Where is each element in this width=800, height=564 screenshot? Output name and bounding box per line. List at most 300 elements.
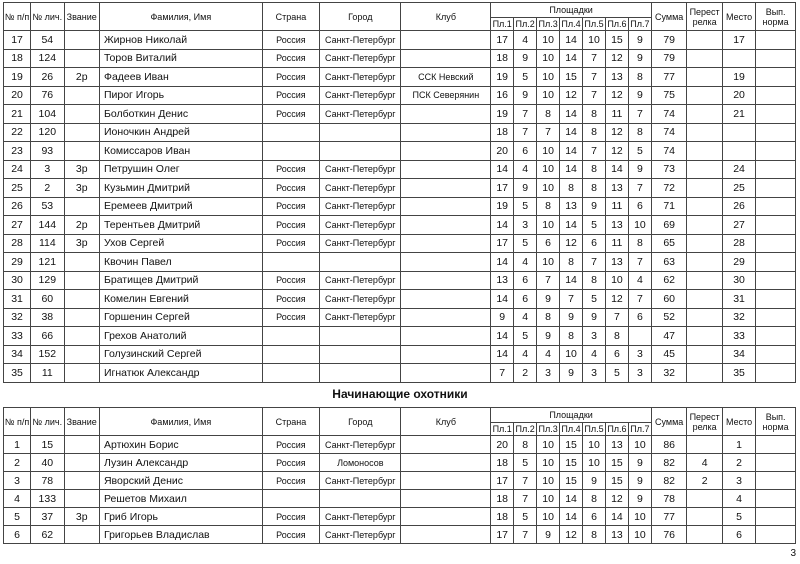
cell-pl-3: 10	[537, 49, 560, 68]
cell-pl-4: 14	[560, 105, 583, 124]
cell-pl-3: 8	[537, 105, 560, 124]
cell-city: Санкт-Петербург	[320, 49, 401, 68]
cell-name: Братищев Дмитрий	[99, 271, 262, 290]
cell-norm	[756, 179, 796, 198]
cell-city: Санкт-Петербург	[320, 526, 401, 544]
cell-pl-5: 7	[583, 86, 606, 105]
cell-num: 29	[4, 253, 31, 272]
cell-rank	[64, 526, 99, 544]
cell-club	[401, 345, 491, 364]
table-row	[4, 105, 796, 124]
cell-pl-1: 17	[491, 234, 514, 253]
cell-pl-4: 8	[560, 179, 583, 198]
cell-sum: 82	[651, 472, 686, 490]
cell-pl-1: 20	[491, 142, 514, 161]
header-place: Место	[722, 3, 755, 31]
header-sum: Сумма	[651, 3, 686, 31]
cell-name: Комелин Евгений	[99, 290, 262, 309]
cell-name: Жирнов Николай	[99, 31, 262, 50]
table-row	[4, 490, 796, 508]
cell-country	[262, 142, 319, 161]
cell-num: 19	[4, 68, 31, 87]
cell-shootoff: 2	[687, 472, 722, 490]
cell-pl-7: 8	[628, 234, 651, 253]
table-row	[4, 290, 796, 309]
cell-license: 76	[31, 86, 64, 105]
cell-place: 5	[722, 508, 755, 526]
cell-pl-2: 9	[514, 86, 537, 105]
header-rank: Звание	[64, 3, 99, 31]
cell-name: Горшенин Сергей	[99, 308, 262, 327]
cell-pl-6: 13	[605, 253, 628, 272]
cell-place: 1	[722, 436, 755, 454]
cell-pl-3: 4	[537, 345, 560, 364]
header-pl-2: Пл.2	[515, 19, 535, 29]
cell-city: Санкт-Петербург	[320, 271, 401, 290]
cell-pl-4: 14	[560, 490, 583, 508]
table-row	[4, 327, 796, 346]
cell-pl-2: 4	[514, 253, 537, 272]
cell-city: Санкт-Петербург	[320, 436, 401, 454]
cell-pl-3: 10	[537, 142, 560, 161]
cell-sum: 62	[651, 271, 686, 290]
cell-club	[401, 197, 491, 216]
cell-pl-3: 7	[537, 271, 560, 290]
cell-pl-1: 17	[491, 526, 514, 544]
cell-pl-1: 14	[491, 290, 514, 309]
cell-num: 4	[4, 490, 31, 508]
header-name: Фамилия, Имя	[99, 408, 262, 436]
header-num: № п/п	[4, 3, 31, 31]
cell-pl-6: 11	[605, 234, 628, 253]
table-row	[4, 253, 796, 272]
cell-sum: 60	[651, 290, 686, 309]
cell-city: Санкт-Петербург	[320, 197, 401, 216]
cell-country: Россия	[262, 308, 319, 327]
cell-pl-3: 10	[537, 31, 560, 50]
cell-rank	[64, 454, 99, 472]
cell-pl-3: 10	[537, 436, 560, 454]
cell-pl-7: 6	[628, 308, 651, 327]
cell-num: 35	[4, 364, 31, 383]
cell-rank: 2р	[64, 68, 99, 87]
cell-place	[722, 49, 755, 68]
cell-pl-6: 13	[605, 179, 628, 198]
cell-norm	[756, 216, 796, 235]
cell-pl-6: 12	[605, 123, 628, 142]
cell-pl-4: 13	[560, 197, 583, 216]
cell-norm	[756, 160, 796, 179]
cell-rank: 3р	[64, 508, 99, 526]
header-pl-1: Пл.1	[492, 19, 512, 29]
cell-rank	[64, 436, 99, 454]
cell-rank	[64, 123, 99, 142]
cell-pl-1: 20	[491, 436, 514, 454]
cell-shootoff	[687, 234, 722, 253]
cell-pl-7: 10	[628, 436, 651, 454]
cell-place: 27	[722, 216, 755, 235]
cell-pl-5: 7	[583, 49, 606, 68]
table-row	[4, 472, 796, 490]
cell-license: 152	[31, 345, 64, 364]
cell-pl-4: 15	[560, 436, 583, 454]
cell-name: Яворский Денис	[99, 472, 262, 490]
cell-pl-7: 8	[628, 123, 651, 142]
cell-license: 3	[31, 160, 64, 179]
cell-country: Россия	[262, 216, 319, 235]
cell-city	[320, 142, 401, 161]
cell-place: 20	[722, 86, 755, 105]
cell-pl-6: 13	[605, 216, 628, 235]
cell-club	[401, 160, 491, 179]
cell-rank	[64, 345, 99, 364]
cell-place: 35	[722, 364, 755, 383]
cell-rank	[64, 31, 99, 50]
cell-pl-2: 5	[514, 508, 537, 526]
cell-pl-5: 8	[583, 160, 606, 179]
cell-pl-2: 7	[514, 123, 537, 142]
cell-rank	[64, 86, 99, 105]
cell-license: 120	[31, 123, 64, 142]
cell-pl-5: 8	[583, 179, 606, 198]
cell-pl-5: 4	[583, 345, 606, 364]
results-table-main	[3, 2, 796, 383]
cell-country	[262, 345, 319, 364]
cell-pl-6: 5	[605, 364, 628, 383]
header-rank: Звание	[64, 408, 99, 436]
cell-country: Россия	[262, 436, 319, 454]
cell-pl-7: 6	[628, 197, 651, 216]
cell-pl-6: 14	[605, 508, 628, 526]
header-pl-7: Пл.7	[630, 424, 650, 434]
header-pl-6: Пл.6	[607, 19, 627, 29]
cell-num: 30	[4, 271, 31, 290]
cell-pl-7: 9	[628, 472, 651, 490]
cell-pl-1: 14	[491, 160, 514, 179]
cell-shootoff	[687, 327, 722, 346]
cell-sum: 32	[651, 364, 686, 383]
table-row	[4, 86, 796, 105]
cell-name: Фадеев Иван	[99, 68, 262, 87]
cell-norm	[756, 345, 796, 364]
cell-name: Торов Виталий	[99, 49, 262, 68]
cell-pl-6: 13	[605, 526, 628, 544]
cell-country	[262, 364, 319, 383]
header-club: Клуб	[401, 3, 491, 31]
results-table-beginners	[3, 407, 796, 544]
cell-norm	[756, 105, 796, 124]
section-title: Начинающие охотники	[332, 387, 468, 401]
header-pl-4: Пл.4	[561, 19, 581, 29]
header-areas: Площадки	[491, 408, 652, 423]
cell-city: Санкт-Петербург	[320, 234, 401, 253]
cell-place: 24	[722, 160, 755, 179]
cell-pl-7: 7	[628, 105, 651, 124]
cell-pl-5: 3	[583, 327, 606, 346]
cell-num: 2	[4, 454, 31, 472]
cell-norm	[756, 253, 796, 272]
cell-country: Россия	[262, 290, 319, 309]
cell-name: Артюхин Борис	[99, 436, 262, 454]
cell-license: 54	[31, 31, 64, 50]
cell-sum: 69	[651, 216, 686, 235]
cell-pl-2: 5	[514, 454, 537, 472]
cell-pl-3: 10	[537, 179, 560, 198]
cell-pl-7: 3	[628, 345, 651, 364]
cell-pl-4: 14	[560, 142, 583, 161]
cell-rank	[64, 327, 99, 346]
table-row	[4, 234, 796, 253]
header-license: № лич.	[31, 3, 64, 31]
cell-norm	[756, 526, 796, 544]
results-body-main	[4, 31, 796, 383]
cell-norm	[756, 454, 796, 472]
cell-pl-3: 10	[537, 253, 560, 272]
cell-pl-5: 9	[583, 308, 606, 327]
cell-club	[401, 271, 491, 290]
cell-shootoff	[687, 436, 722, 454]
cell-pl-4: 14	[560, 271, 583, 290]
cell-place: 21	[722, 105, 755, 124]
cell-pl-7: 9	[628, 49, 651, 68]
cell-pl-4: 10	[560, 345, 583, 364]
cell-pl-2: 4	[514, 160, 537, 179]
cell-name: Голузинский Сергей	[99, 345, 262, 364]
cell-club	[401, 526, 491, 544]
cell-club	[401, 490, 491, 508]
table-row	[4, 31, 796, 50]
cell-license: 78	[31, 472, 64, 490]
cell-pl-1: 19	[491, 197, 514, 216]
cell-pl-4: 8	[560, 327, 583, 346]
cell-pl-2: 7	[514, 526, 537, 544]
header-country: Страна	[262, 408, 319, 436]
cell-name: Игнатюк Александр	[99, 364, 262, 383]
cell-pl-4: 12	[560, 526, 583, 544]
header-shootoff: Перест релка	[687, 408, 722, 436]
cell-pl-4: 9	[560, 308, 583, 327]
table-row	[4, 216, 796, 235]
cell-pl-4: 7	[560, 290, 583, 309]
cell-pl-3: 10	[537, 86, 560, 105]
cell-sum: 52	[651, 308, 686, 327]
cell-shootoff	[687, 308, 722, 327]
cell-city: Санкт-Петербург	[320, 472, 401, 490]
cell-name: Григорьев Владислав	[99, 526, 262, 544]
cell-country	[262, 123, 319, 142]
cell-place: 31	[722, 290, 755, 309]
cell-place: 4	[722, 490, 755, 508]
header-club: Клуб	[401, 408, 491, 436]
cell-pl-6: 15	[605, 472, 628, 490]
cell-club	[401, 105, 491, 124]
cell-rank	[64, 142, 99, 161]
cell-license: 124	[31, 49, 64, 68]
table-row	[4, 160, 796, 179]
cell-shootoff	[687, 345, 722, 364]
cell-pl-6: 10	[605, 271, 628, 290]
cell-country: Россия	[262, 86, 319, 105]
cell-club: ПСК Северянин	[401, 86, 491, 105]
cell-rank: 2р	[64, 216, 99, 235]
cell-norm	[756, 197, 796, 216]
cell-pl-3: 8	[537, 197, 560, 216]
cell-pl-3: 10	[537, 216, 560, 235]
cell-rank	[64, 490, 99, 508]
cell-city: Санкт-Петербург	[320, 68, 401, 87]
cell-num: 21	[4, 105, 31, 124]
cell-place: 19	[722, 68, 755, 87]
cell-pl-2: 3	[514, 216, 537, 235]
table-row	[4, 142, 796, 161]
cell-country: Россия	[262, 472, 319, 490]
cell-club	[401, 49, 491, 68]
cell-country: Россия	[262, 271, 319, 290]
cell-pl-7: 10	[628, 216, 651, 235]
cell-pl-2: 9	[514, 49, 537, 68]
cell-license: 93	[31, 142, 64, 161]
cell-license: 26	[31, 68, 64, 87]
results-body-beginners	[4, 436, 796, 544]
cell-pl-7: 9	[628, 31, 651, 50]
cell-sum: 71	[651, 197, 686, 216]
cell-pl-3: 10	[537, 490, 560, 508]
cell-pl-5: 10	[583, 436, 606, 454]
cell-rank	[64, 253, 99, 272]
cell-pl-2: 5	[514, 327, 537, 346]
cell-pl-3: 3	[537, 364, 560, 383]
cell-country: Россия	[262, 68, 319, 87]
cell-pl-3: 9	[537, 526, 560, 544]
cell-pl-6: 11	[605, 105, 628, 124]
cell-club	[401, 253, 491, 272]
cell-pl-7: 9	[628, 160, 651, 179]
header-areas: Площадки	[491, 3, 652, 18]
cell-shootoff	[687, 105, 722, 124]
cell-rank	[64, 197, 99, 216]
cell-pl-6: 15	[605, 454, 628, 472]
cell-pl-1: 13	[491, 271, 514, 290]
table-row	[4, 197, 796, 216]
header-pl-1: Пл.1	[492, 424, 512, 434]
cell-pl-7: 3	[628, 364, 651, 383]
cell-pl-5: 5	[583, 216, 606, 235]
cell-norm	[756, 271, 796, 290]
cell-pl-5: 8	[583, 123, 606, 142]
cell-name: Болботкин Денис	[99, 105, 262, 124]
cell-pl-1: 19	[491, 105, 514, 124]
header-pl-6: Пл.6	[607, 424, 627, 434]
cell-pl-4: 14	[560, 49, 583, 68]
cell-pl-2: 2	[514, 364, 537, 383]
cell-pl-7: 7	[628, 179, 651, 198]
cell-sum: 72	[651, 179, 686, 198]
header-pl-4: Пл.4	[561, 424, 581, 434]
cell-country: Россия	[262, 160, 319, 179]
cell-pl-3: 7	[537, 123, 560, 142]
cell-pl-4: 12	[560, 86, 583, 105]
cell-norm	[756, 490, 796, 508]
cell-rank: 3р	[64, 160, 99, 179]
cell-shootoff	[687, 179, 722, 198]
cell-city: Ломоносов	[320, 454, 401, 472]
cell-place: 32	[722, 308, 755, 327]
cell-place: 34	[722, 345, 755, 364]
cell-sum: 63	[651, 253, 686, 272]
table-row	[4, 179, 796, 198]
cell-license: 11	[31, 364, 64, 383]
cell-place: 3	[722, 472, 755, 490]
cell-city: Санкт-Петербург	[320, 216, 401, 235]
cell-city	[320, 490, 401, 508]
cell-name: Гриб Игорь	[99, 508, 262, 526]
cell-sum: 77	[651, 68, 686, 87]
cell-pl-5: 7	[583, 68, 606, 87]
cell-pl-6: 12	[605, 49, 628, 68]
header-license: № лич.	[31, 408, 64, 436]
header-pl-7: Пл.7	[630, 19, 650, 29]
cell-club	[401, 216, 491, 235]
cell-pl-4: 14	[560, 508, 583, 526]
cell-norm	[756, 31, 796, 50]
cell-city: Санкт-Петербург	[320, 105, 401, 124]
cell-pl-3: 8	[537, 308, 560, 327]
cell-norm	[756, 123, 796, 142]
cell-pl-2: 4	[514, 345, 537, 364]
cell-shootoff	[687, 68, 722, 87]
cell-num: 34	[4, 345, 31, 364]
cell-license: 133	[31, 490, 64, 508]
cell-rank	[64, 49, 99, 68]
cell-name: Пирог Игорь	[99, 86, 262, 105]
cell-num: 1	[4, 436, 31, 454]
header-pl-3: Пл.3	[538, 424, 558, 434]
cell-sum: 77	[651, 508, 686, 526]
cell-city	[320, 123, 401, 142]
cell-name: Терентьев Дмитрий	[99, 216, 262, 235]
cell-pl-7: 9	[628, 86, 651, 105]
cell-license: 53	[31, 197, 64, 216]
cell-country: Россия	[262, 105, 319, 124]
cell-pl-6: 12	[605, 86, 628, 105]
cell-num: 26	[4, 197, 31, 216]
cell-name: Кузьмин Дмитрий	[99, 179, 262, 198]
cell-norm	[756, 86, 796, 105]
cell-pl-6: 14	[605, 160, 628, 179]
cell-license: 114	[31, 234, 64, 253]
cell-place: 25	[722, 179, 755, 198]
cell-pl-3: 10	[537, 508, 560, 526]
cell-pl-4: 15	[560, 472, 583, 490]
table-row	[4, 526, 796, 544]
cell-num: 24	[4, 160, 31, 179]
cell-pl-1: 17	[491, 31, 514, 50]
cell-club	[401, 142, 491, 161]
cell-pl-6: 13	[605, 68, 628, 87]
cell-pl-1: 18	[491, 123, 514, 142]
cell-license: 40	[31, 454, 64, 472]
cell-pl-1: 17	[491, 472, 514, 490]
cell-pl-5: 8	[583, 490, 606, 508]
cell-club: ССК Невский	[401, 68, 491, 87]
cell-sum: 82	[651, 454, 686, 472]
cell-license: 2	[31, 179, 64, 198]
header-pl-3: Пл.3	[538, 19, 558, 29]
cell-pl-1: 7	[491, 364, 514, 383]
cell-pl-7: 8	[628, 68, 651, 87]
table-row	[4, 454, 796, 472]
cell-place: 33	[722, 327, 755, 346]
